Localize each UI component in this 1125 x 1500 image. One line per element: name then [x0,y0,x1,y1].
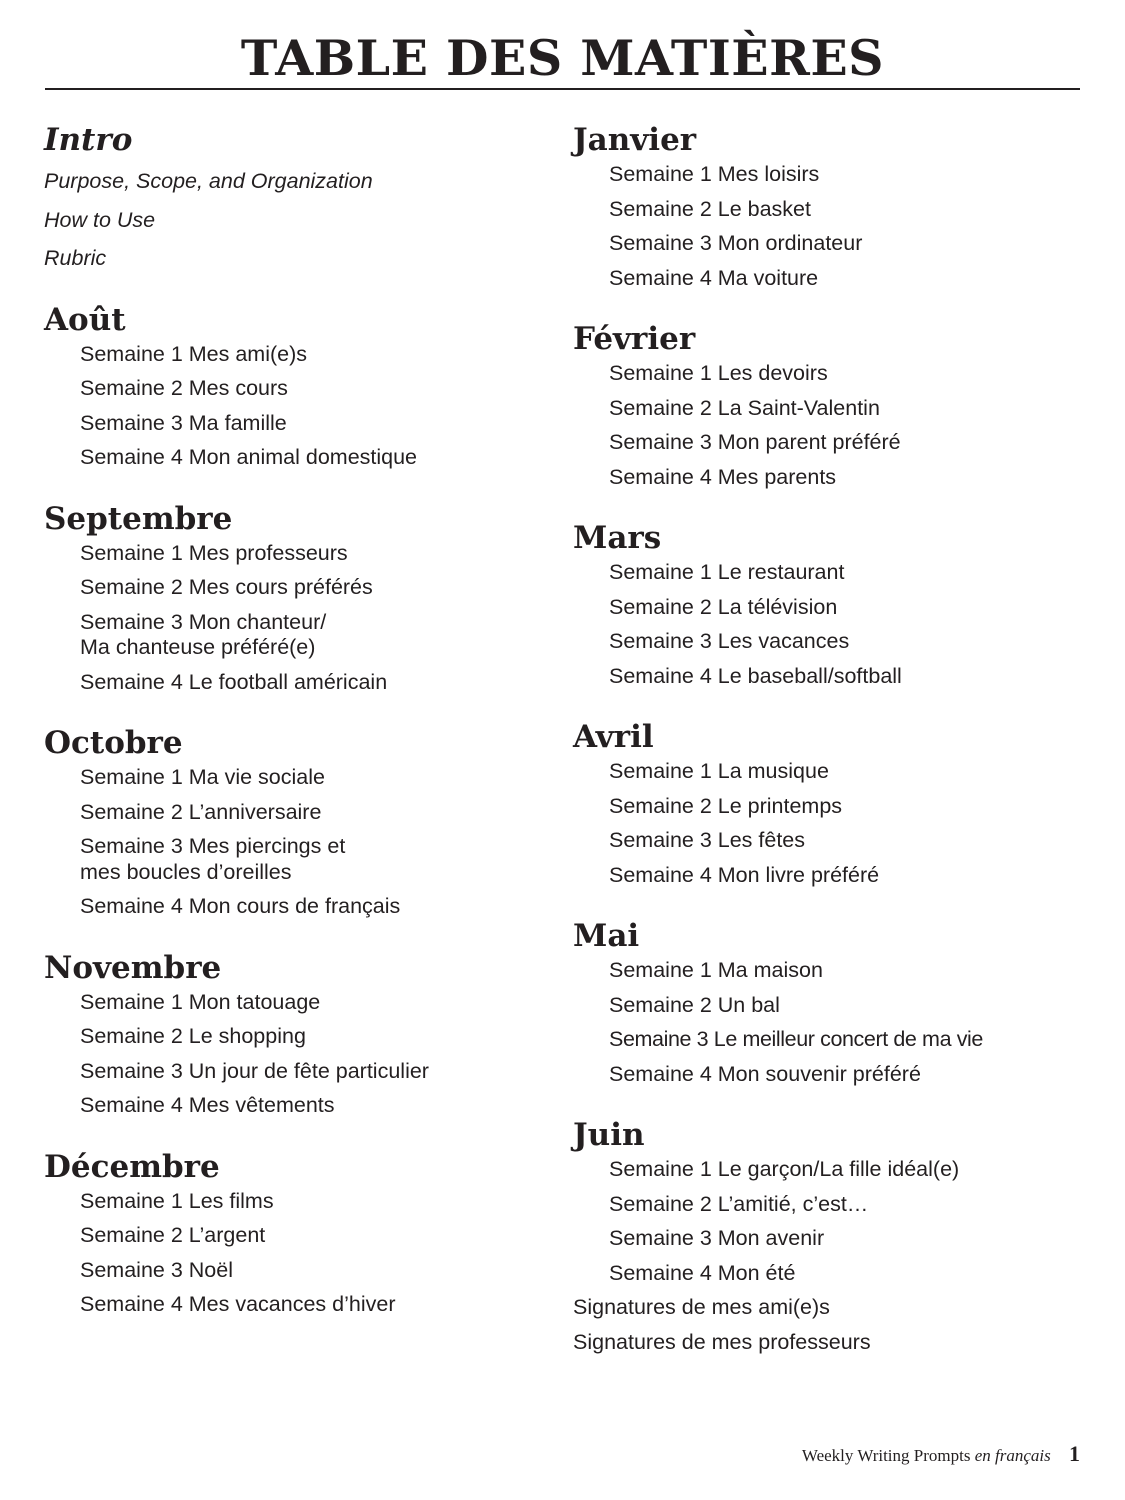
section-decembre [44,1145,544,1318]
toc-entry[interactable] [573,993,1093,1019]
entry-label: Semaine 4 Le football américain [80,669,388,694]
toc-entry[interactable] [573,664,1093,690]
right-column [573,118,1093,1364]
toc-entry[interactable] [573,958,1093,984]
entry-label-continuation: Ma chanteuse préféré(e) [80,635,316,659]
toc-link-how-to-use[interactable]: How to Use [44,207,156,232]
section-heading: Janvier [573,122,697,158]
entry-label: Semaine 3 Le meilleur concert de ma vie [609,1027,983,1051]
title-divider [45,88,1080,90]
section-heading: Mars [573,520,662,556]
section-septembre [44,497,544,696]
entry-label: Semaine 4 Mes vacances d’hiver [80,1292,396,1316]
toc-entry[interactable] [44,990,544,1016]
section-fevrier [573,317,1093,490]
toc-entry[interactable] [44,1223,544,1249]
section-avril [573,715,1093,888]
page-number: 1 [1069,1441,1080,1466]
section-aout [44,298,544,471]
toc-entry[interactable] [44,834,544,885]
section-heading: Février [573,321,696,357]
entry-label: Semaine 1 Mon tatouage [80,989,321,1014]
toc-entry[interactable] [573,794,1093,820]
entry-label: Semaine 1 La musique [609,759,829,783]
toc-entry[interactable] [44,541,544,567]
entry-label: Semaine 4 Mon livre préféré [609,862,880,887]
section-heading: Avril [573,719,654,755]
entry-label: Semaine 4 Mon animal domestique [80,445,418,469]
section-heading: Juin [573,1117,645,1153]
entry-label: Semaine 1 Le restaurant [609,560,845,584]
section-janvier [573,118,1093,291]
toc-entry[interactable] [573,162,1093,188]
toc-entry[interactable] [573,1226,1093,1252]
section-heading: Mai [573,918,640,954]
entry-label: Semaine 1 Les films [80,1188,274,1213]
toc-entry[interactable] [44,670,544,696]
entry-label: Semaine 4 Mon cours de français [80,894,401,918]
section-heading: Octobre [44,725,183,761]
entry-label: Semaine 3 Les vacances [609,629,850,653]
entry-label: Semaine 1 Ma vie sociale [80,765,325,789]
toc-entry[interactable] [44,800,544,826]
entry-label: Semaine 2 La télévision [609,594,838,619]
entry-label: Semaine 3 Mon chanteur/ [80,609,327,634]
section-heading: Septembre [44,500,233,537]
entry-label: Semaine 2 La Saint-Valentin [609,395,880,420]
section-octobre [44,721,544,920]
toc-entry[interactable] [573,1027,1093,1053]
entry-label: Semaine 1 Ma maison [609,958,823,982]
toc-entry[interactable] [573,197,1093,223]
entry-label: Semaine 3 Mes piercings et [80,834,346,858]
toc-entry[interactable] [573,430,1093,456]
toc-entry[interactable] [573,560,1093,586]
entry-label: Semaine 3 Ma famille [80,410,287,435]
toc-entry[interactable] [573,266,1093,292]
entry-label: Semaine 2 Mes cours [80,376,288,400]
entry-label: Semaine 2 Mes cours préférés [80,575,373,599]
entry-label: Semaine 3 Mon ordinateur [609,231,863,255]
entry-label: Semaine 2 L’argent [80,1223,266,1247]
toc-entry[interactable] [44,445,544,471]
toc-entry[interactable] [44,1024,544,1050]
section-heading: Novembre [44,949,222,986]
toc-link-rubric[interactable]: Rubric [44,246,107,270]
entry-label: Semaine 2 L’amitié, c’est… [609,1191,869,1216]
entry-label: Semaine 1 Mes professeurs [80,540,348,565]
page-title: TABLE DES MATIÈRES [240,29,885,87]
toc-link-signatures-professeurs[interactable]: Signatures de mes professeurs [573,1329,871,1354]
entry-label: Semaine 4 Ma voiture [609,265,819,290]
toc-entry[interactable] [44,1059,544,1085]
entry-label-continuation: mes boucles d’oreilles [80,859,292,884]
entry-label: Semaine 4 Le baseball/softball [609,663,902,688]
section-heading: Août [44,301,126,338]
toc-entry[interactable] [44,376,544,402]
toc-entry[interactable] [573,1192,1093,1218]
entry-label: Semaine 3 Mon avenir [609,1226,825,1250]
toc-entry[interactable] [573,759,1093,785]
toc-entry[interactable] [573,863,1093,889]
entry-label: Semaine 4 Mes vêtements [80,1093,335,1117]
toc-entry[interactable] [573,1157,1093,1183]
toc-entry[interactable] [573,629,1093,655]
toc-entry[interactable] [44,1093,544,1119]
entry-label: Semaine 2 Le shopping [80,1024,306,1048]
toc-entry[interactable] [573,828,1093,854]
entry-label: Semaine 2 L’anniversaire [80,799,322,824]
entry-label: Semaine 2 Le printemps [609,793,843,818]
toc-entry[interactable] [573,1261,1093,1287]
toc-entry[interactable] [573,361,1093,387]
entry-label: Semaine 3 Un jour de fête particulier [80,1058,429,1083]
entry-label: Semaine 4 Mes parents [609,464,837,489]
entry-label: Semaine 1 Mes loisirs [609,162,820,186]
toc-entry[interactable] [573,465,1093,491]
toc-entry[interactable] [573,231,1093,257]
toc-entry[interactable] [44,610,544,661]
footer-book-subtitle: en français [974,1446,1051,1465]
toc-entry[interactable] [44,342,544,368]
section-mars [573,516,1093,689]
entry-label: Semaine 3 Noël [80,1257,233,1282]
toc-link-signatures-amis[interactable]: Signatures de mes ami(e)s [573,1295,830,1319]
toc-entry[interactable] [44,894,544,920]
toc-entry[interactable] [44,411,544,437]
toc-entry[interactable] [44,575,544,601]
toc-entry[interactable] [573,595,1093,621]
entry-label: Semaine 3 Les fêtes [609,828,806,852]
left-column [44,118,544,1344]
entry-label: Semaine 3 Mon parent préféré [609,430,901,454]
section-intro [44,118,544,278]
toc-entry[interactable] [573,1062,1093,1088]
section-heading: Intro [44,122,133,158]
entry-label: Semaine 2 Un bal [609,992,780,1017]
entry-label: Semaine 1 Le garçon/La fille idéal(e) [609,1157,960,1181]
section-mai [573,914,1093,1087]
entry-label: Semaine 1 Les devoirs [609,361,828,385]
toc-entry[interactable] [44,1189,544,1215]
toc-entry[interactable] [44,1258,544,1284]
entry-label: Semaine 4 Mon souvenir préféré [609,1061,921,1086]
footer-book-title: Weekly Writing Prompts [801,1446,971,1465]
toc-entry[interactable] [44,765,544,791]
entry-label: Semaine 4 Mon été [609,1260,796,1285]
section-heading: Décembre [44,1148,220,1185]
toc-entry[interactable] [573,396,1093,422]
entry-label: Semaine 2 Le basket [609,196,811,221]
page-footer [802,1442,1080,1468]
toc-entry[interactable] [44,1292,544,1318]
toc-link-purpose[interactable]: Purpose, Scope, and Organization [44,169,373,193]
section-juin [573,1113,1093,1286]
entry-label: Semaine 1 Mes ami(e)s [80,341,308,366]
section-novembre [44,946,544,1119]
